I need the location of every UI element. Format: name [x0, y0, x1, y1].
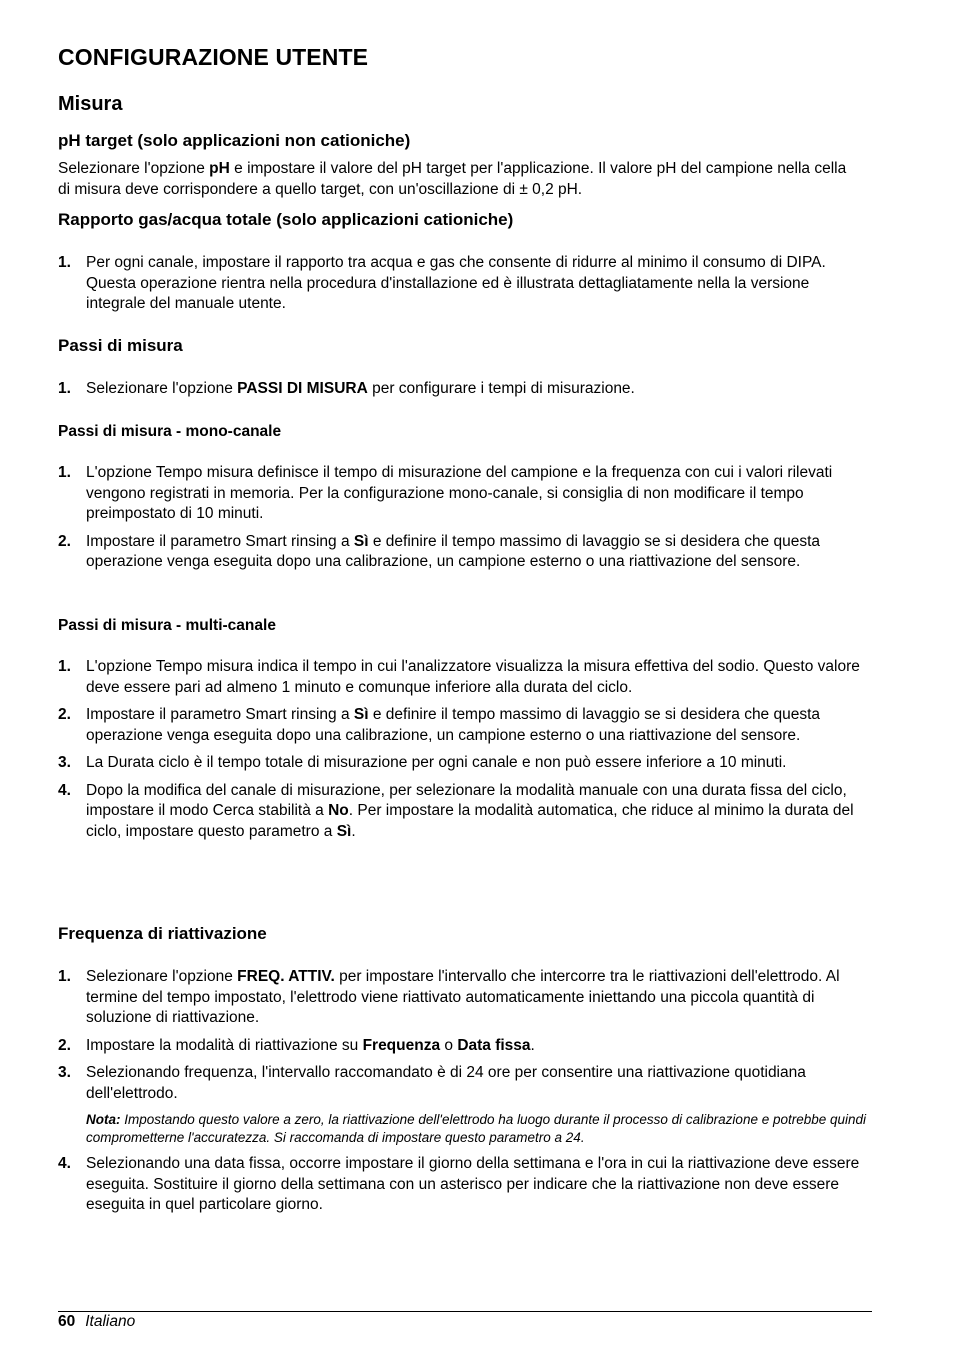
mono-list	[58, 463, 872, 580]
list-item: 1. L'opzione Tempo misura definisce il tempo di misurazione del campione e la frequenza con cui i valori rilevati vengono registrati in memoria. Per la configurazione mono-canale, si consiglia di non modificare il tempo preimpostato di 10 minuti.	[58, 464, 833, 522]
footer-divider	[58, 1311, 872, 1312]
multi-list	[58, 657, 872, 849]
list-item: 2. Impostare il parametro Smart rinsing a Sì e definire il tempo massimo di lavaggio se si desidera che questa operazione venga eseguita dopo una calibrazione, un campione esterno o una riattivazione del sensore.	[58, 532, 821, 570]
gas-ratio-heading: Rapporto gas/acqua totale (solo applicazioni cationiche)	[58, 210, 514, 229]
page-title: CONFIGURAZIONE UTENTE	[58, 44, 369, 70]
multi-heading: Passi di misura - multi-canale	[58, 617, 276, 634]
freq-list	[58, 967, 872, 1223]
passi-heading: Passi di misura	[58, 336, 183, 355]
page-number: 60	[58, 1313, 76, 1330]
list-item: 1. L'opzione Tempo misura indica il tempo in cui l'analizzatore visualizza la misura effettiva del sodio. Questo valore deve essere pari ad almeno 1 minuto e comunque inferiore alla durata del ciclo.	[58, 658, 860, 696]
passi-list	[58, 379, 872, 407]
freq-heading: Frequenza di riattivazione	[58, 924, 267, 943]
list-item: 1. Selezionare l'opzione FREQ. ATTIV. per impostare l'intervallo che intercorre tra le riattivazioni dell'elettrodo. Al termine del tempo impostato, l'elettrodo viene riattivato automaticamente iniettando una piccola quantità di soluzione di riattivazione.	[58, 968, 840, 1026]
list-item: 2. Impostare la modalità di riattivazione su Frequenza o Data fissa.	[58, 1036, 535, 1054]
footer-language: Italiano	[85, 1313, 136, 1330]
gas-ratio-list	[58, 253, 872, 322]
list-item: 1. Per ogni canale, impostare il rapporto tra acqua e gas che consente di ridurre al minimo il consumo di DIPA. Questa operazione rientra nella procedura d'installazione ed è illustrata dettagliatamente nella la versione integrale del manuale utente.	[58, 254, 826, 312]
section-heading-misura: Misura	[58, 93, 123, 115]
list-item: 1. Selezionare l'opzione PASSI DI MISURA per configurare i tempi di misurazione.	[58, 380, 635, 397]
ph-target-paragraph: Selezionare l'opzione pH e impostare il valore del pH target per l'applicazione. Il valore pH del campione nella cella di misura deve corrispondere a quello target, con un'oscillazione di ± 0,2 pH.	[58, 160, 847, 198]
list-item: 3. Selezionando frequenza, l'intervallo raccomandato è di 24 ore per consentire una riattivazione quotidiana dell'elettrodo. Nota: Impostando questo valore a zero, la riattivazione dell'elettrodo ha luogo durante il processo di calibrazione e potrebbe quindi comprometterne l'accuratezza. Si raccomanda di impostare questo parametro a 24.	[58, 1063, 872, 1147]
mono-heading: Passi di misura - mono-canale	[58, 423, 282, 440]
list-item: 4. Selezionando una data fissa, occorre impostare il giorno della settimana e l'ora in cui la riattivazione deve essere eseguita. Sostituire il giorno della settimana con un asterisco per indicare che la riattivazione non deve essere eseguita in quel particolare giorno.	[58, 1155, 860, 1213]
list-item: 3. La Durata ciclo è il tempo totale di misurazione per ogni canale e non può essere inferiore a 10 minuti.	[58, 754, 787, 771]
list-item: 2. Impostare il parametro Smart rinsing a Sì e definire il tempo massimo di lavaggio se si desidera che questa operazione venga eseguita dopo una calibrazione, un campione esterno o una riattivazione del sensore.	[58, 706, 821, 744]
page-footer	[58, 1313, 135, 1331]
ph-target-heading: pH target (solo applicazioni non cationiche)	[58, 131, 411, 150]
list-item: 4. Dopo la modifica del canale di misurazione, per selezionare la modalità manuale con una durata fissa del ciclo, impostare il modo Cerca stabilità a No. Per impostare la modalità automatica, che riduce al minimo la durata del ciclo, impostare questo parametro a Sì.	[58, 781, 854, 840]
note: Nota: Impostando questo valore a zero, la riattivazione dell'elettrodo ha luogo durante il processo di calibrazione e potrebbe quindi comprometterne l'accuratezza. Si raccomanda di impostare questo parametro a 24.	[86, 1112, 867, 1145]
